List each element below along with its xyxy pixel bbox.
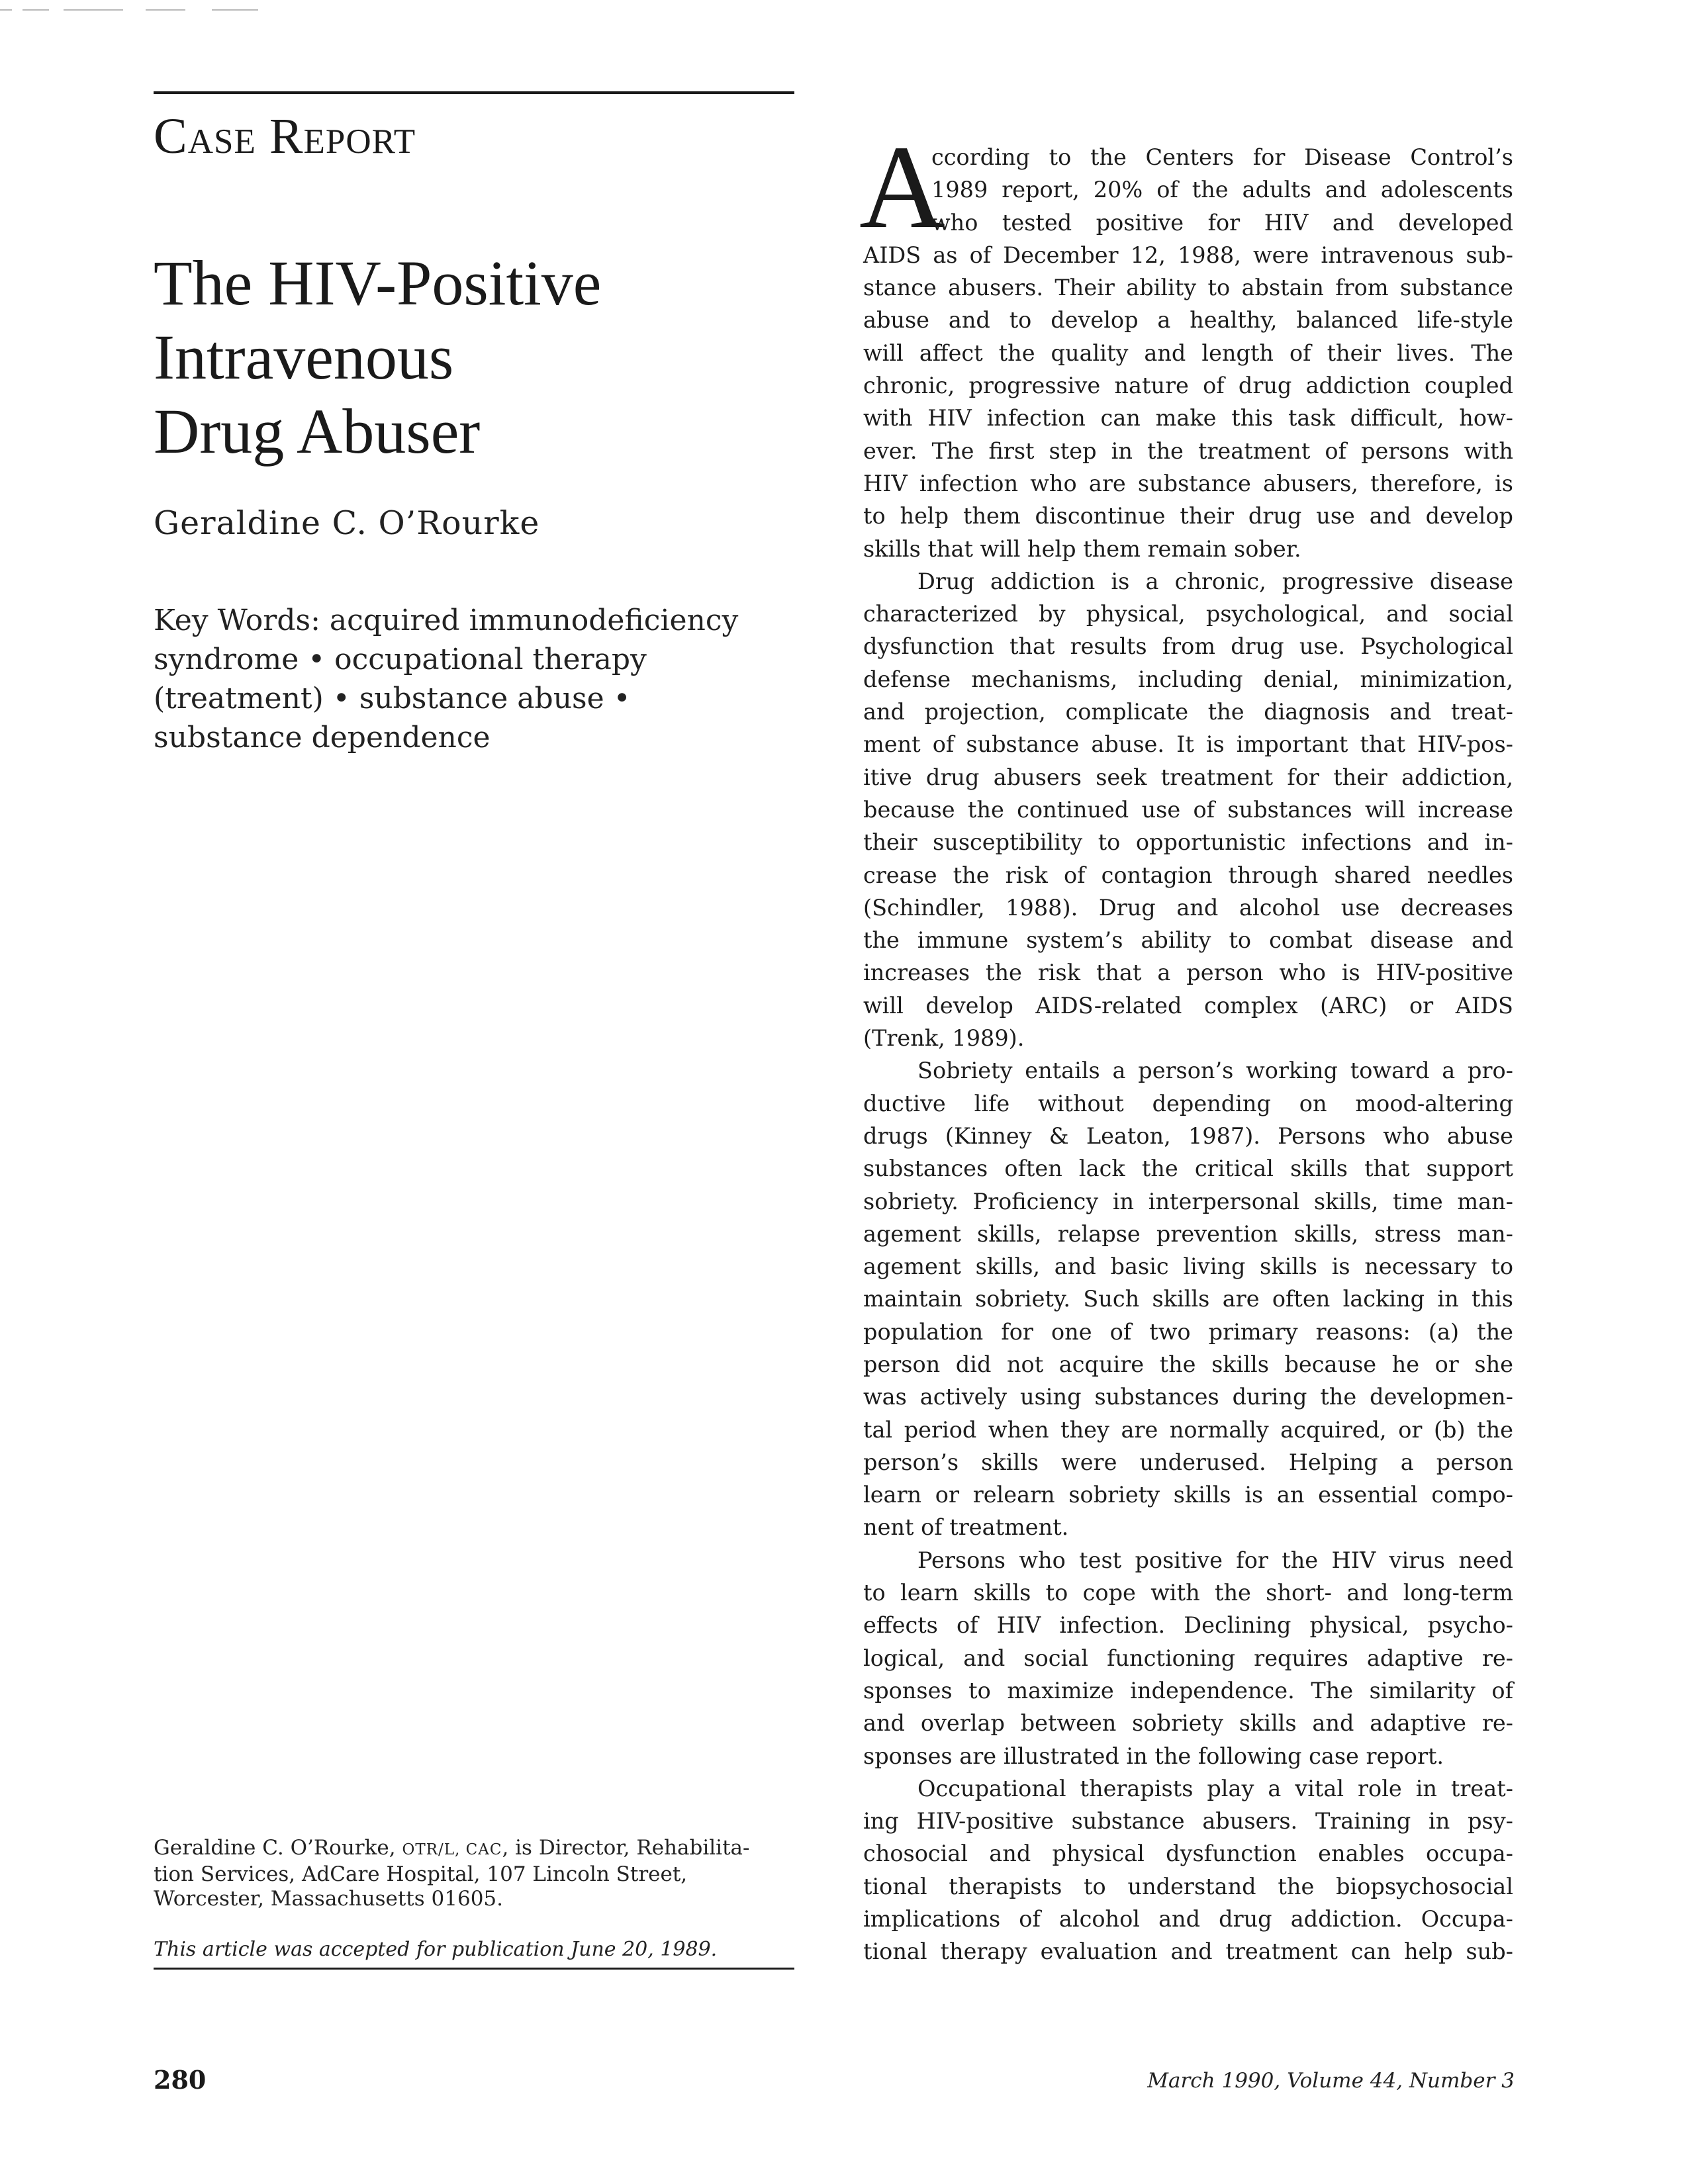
top-rule	[154, 91, 794, 94]
body-line: dysfunction that results from drug use. Psychological	[863, 633, 1513, 660]
affiliation-line	[154, 1836, 816, 1862]
body-line: agement skills, and basic living skills is necessary to	[863, 1253, 1513, 1280]
body-line: tional therapists to understand the biopsychosocial	[863, 1873, 1513, 1899]
body-line: ccording to the Centers for Disease Control’s	[931, 144, 1513, 170]
body-line: will develop AIDS-related complex (ARC) or AIDS	[863, 992, 1513, 1019]
author-affiliation	[154, 1836, 816, 1911]
body-line: ment of substance abuse. It is important that HIV-pos-	[863, 731, 1513, 758]
body-text-column	[863, 141, 1513, 1968]
body-line: logical, and social functioning requires adaptive re-	[863, 1645, 1513, 1671]
body-line: with HIV infection can make this task difficult, how-	[863, 405, 1513, 432]
body-line: substances often lack the critical skills that support	[863, 1156, 1513, 1182]
body-line: who tested positive for HIV and developed	[931, 209, 1513, 236]
body-line: skills that will help them remain sober.	[863, 535, 1301, 562]
title-line: Intravenous	[154, 322, 454, 392]
bottom-rule	[154, 1968, 794, 1970]
body-line: drugs (Kinney & Leaton, 1987). Persons who abuse	[863, 1122, 1513, 1149]
article-title	[154, 246, 749, 469]
body-line: Drug addiction is a chronic, progressive disease	[917, 568, 1513, 594]
body-line: to help them discontinue their drug use and develop	[863, 503, 1513, 529]
issue-info: March 1990, Volume 44, Number 3	[1147, 2069, 1515, 2093]
keywords	[154, 601, 802, 757]
body-line: person’s skills were underused. Helping a person	[863, 1449, 1513, 1475]
body-line: Occupational therapists play a vital role in treat-	[917, 1775, 1513, 1801]
body-line: itive drug abusers seek treatment for their addiction,	[863, 764, 1513, 790]
body-line: defense mechanisms, including denial, minimization,	[863, 666, 1513, 692]
body-line: Persons who test positive for the HIV virus need	[917, 1547, 1513, 1573]
body-line: was actively using substances during the developmen-	[863, 1384, 1513, 1410]
section-kicker: Case Report	[154, 109, 416, 164]
body-line: 1989 report, 20% of the adults and adolescents	[931, 177, 1513, 203]
body-line: Sobriety entails a person’s working toward a pro-	[917, 1058, 1513, 1084]
credentials: OTR/L, CAC	[402, 1841, 502, 1858]
body-line: person did not acquire the skills because he or she	[863, 1351, 1513, 1377]
body-line: their susceptibility to opportunistic infections and in-	[863, 829, 1513, 856]
body-line: chosocial and physical dysfunction enables occupa-	[863, 1841, 1513, 1867]
body-line: tal period when they are normally acquired, or (b) the	[863, 1416, 1513, 1443]
body-line: AIDS as of December 12, 1988, were intravenous sub-	[863, 242, 1513, 268]
affiliation-line: tion Services, AdCare Hospital, 107 Lincoln Street,	[154, 1862, 688, 1886]
body-line: the immune system’s ability to combat disease and	[863, 927, 1513, 954]
drop-cap: A	[859, 121, 945, 253]
body-line: learn or relearn sobriety skills is an essential compo-	[863, 1482, 1513, 1508]
keywords-line: (treatment) • substance abuse •	[154, 682, 631, 715]
affiliation-line: Worcester, Massachusetts 01605.	[154, 1887, 503, 1911]
body-line: sobriety. Proficiency in interpersonal skills, time man-	[863, 1188, 1513, 1214]
keywords-line: syndrome • occupational therapy	[154, 643, 647, 676]
body-line: tional therapy evaluation and treatment can help sub-	[863, 1938, 1513, 1965]
body-line: will affect the quality and length of their lives. The	[863, 340, 1513, 366]
body-line: characterized by physical, psychological, and social	[863, 601, 1513, 627]
body-line: chronic, progressive nature of drug addiction coupled	[863, 373, 1513, 399]
body-line: ing HIV-positive substance abusers. Training in psy-	[863, 1808, 1513, 1835]
body-line: sponses are illustrated in the following case report.	[863, 1743, 1444, 1769]
accepted-note: This article was accepted for publication June 20, 1989.	[154, 1938, 718, 1961]
page-number: 280	[154, 2065, 207, 2095]
body-line: (Schindler, 1988). Drug and alcohol use decreases	[863, 894, 1513, 921]
body-line: nent of treatment.	[863, 1514, 1069, 1541]
body-line: agement skills, relapse prevention skills, stress man-	[863, 1220, 1513, 1247]
affiliation-text: Geraldine C. O’Rourke,	[154, 1836, 402, 1860]
body-line: and overlap between sobriety skills and adaptive re-	[863, 1710, 1513, 1737]
body-line: implications of alcohol and drug addiction. Occupa-	[863, 1906, 1513, 1933]
title-line: Drug Abuser	[154, 396, 481, 467]
body-line: because the continued use of substances will increase	[863, 796, 1513, 823]
scan-artifact-marks	[0, 9, 278, 12]
body-line: and projection, complicate the diagnosis and treat-	[863, 699, 1513, 725]
body-line: abuse and to develop a healthy, balanced life-style	[863, 307, 1513, 334]
keywords-line: Key Words: acquired immunodeficiency	[154, 604, 739, 637]
title-line: The HIV-Positive	[154, 248, 602, 318]
keywords-line: substance dependence	[154, 721, 491, 754]
body-line: ever. The first step in the treatment of persons with	[863, 437, 1513, 464]
body-line: (Trenk, 1989).	[863, 1025, 1025, 1052]
body-line: stance abusers. Their ability to abstain from substance	[863, 275, 1513, 301]
body-line: population for one of two primary reasons: (a) the	[863, 1318, 1513, 1345]
author-name: Geraldine C. O’Rourke	[154, 504, 540, 542]
body-line: sponses to maximize independence. The similarity of	[863, 1677, 1513, 1704]
body-line: maintain sobriety. Such skills are often lacking in this	[863, 1286, 1513, 1312]
body-line: HIV infection who are substance abusers, therefore, is	[863, 470, 1513, 496]
affiliation-text: , is Director, Rehabilita-	[502, 1836, 750, 1860]
body-line: crease the risk of contagion through shared needles	[863, 862, 1513, 888]
body-line: ductive life without depending on mood-altering	[863, 1090, 1513, 1116]
body-line: increases the risk that a person who is HIV-positive	[863, 960, 1513, 986]
body-line: effects of HIV infection. Declining physical, psycho-	[863, 1612, 1513, 1639]
body-line: to learn skills to cope with the short- and long-term	[863, 1580, 1513, 1606]
